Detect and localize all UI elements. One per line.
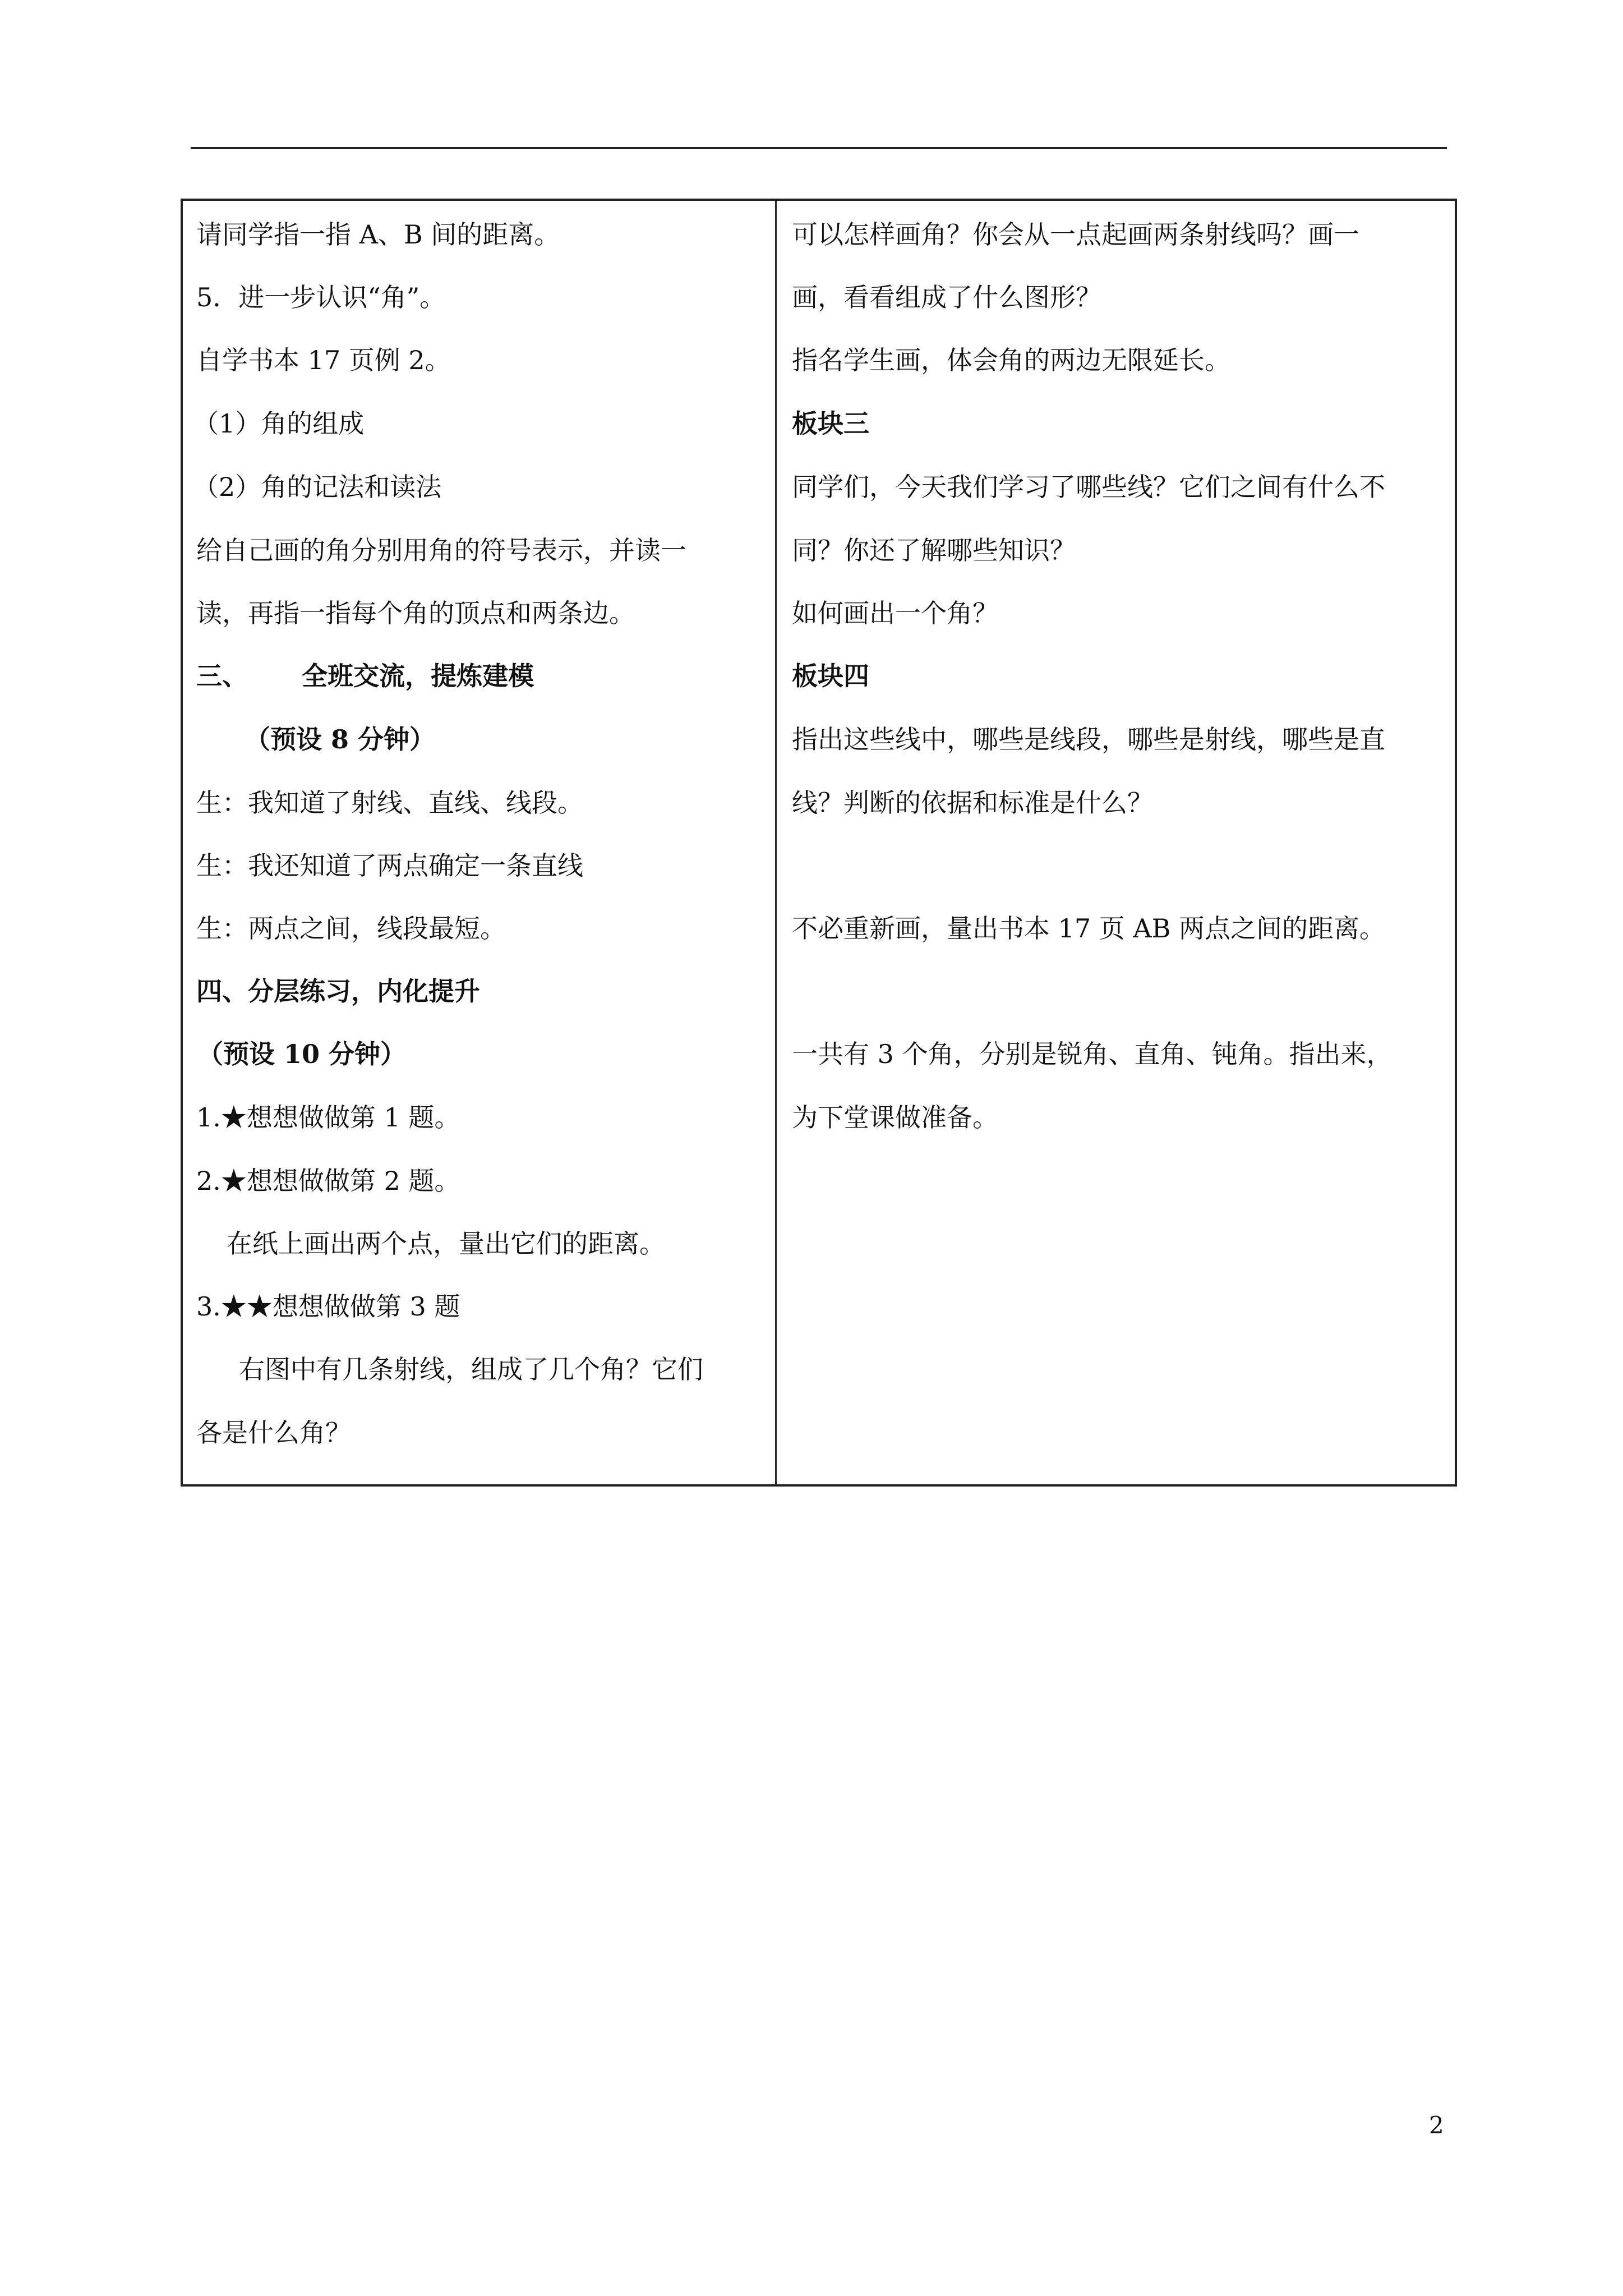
right-line: 如何画出一个角？ (792, 598, 998, 628)
section-heading: 三、 全班交流，提炼建模 (196, 661, 534, 691)
column-divider (775, 201, 777, 1484)
right-line: 指出这些线中，哪些是线段，哪些是射线，哪些是直 (792, 724, 1385, 754)
left-line: 给自己画的角分别用角的符号表示，并读一 (196, 535, 686, 565)
right-line: 画，看看组成了什么图形？ (792, 282, 1101, 312)
right-line: 指名学生画，体会角的两边无限延长。 (792, 345, 1230, 375)
right-line: 同？你还了解哪些知识？ (792, 535, 1076, 565)
header-rule (191, 147, 1447, 149)
left-line: 生：两点之间，线段最短。 (196, 913, 506, 944)
left-line: 生：我还知道了两点确定一条直线 (196, 850, 583, 881)
right-line: 为下堂课做准备。 (792, 1102, 998, 1133)
right-line: 同学们，今天我们学习了哪些线？它们之间有什么不 (792, 472, 1385, 502)
time-preset: （预设 8 分钟） (245, 724, 436, 754)
block-heading: 板块三 (792, 408, 869, 439)
block-heading: 板块四 (792, 661, 869, 691)
left-line: 生：我知道了射线、直线、线段。 (196, 788, 583, 818)
page-number: 2 (1429, 2111, 1444, 2139)
left-line: （2）角的记法和读法 (193, 472, 442, 502)
right-line: 可以怎样画角？你会从一点起画两条射线吗？画一 (792, 219, 1359, 250)
left-line: 自学书本 17 页例 2。 (196, 345, 451, 375)
lesson-table (181, 199, 1457, 1487)
right-line: 线？判断的依据和标准是什么？ (792, 788, 1153, 818)
left-line: 右图中有几条射线，组成了几个角？它们 (239, 1354, 703, 1384)
right-line: 一共有 3 个角，分别是锐角、直角、钝角。指出来， (792, 1039, 1393, 1069)
left-line: 各是什么角？ (196, 1418, 351, 1448)
left-line: 3.★★想想做做第 3 题 (196, 1291, 460, 1322)
left-line: （1）角的组成 (193, 408, 365, 439)
time-preset: （预设 10 分钟） (197, 1039, 407, 1069)
right-line: 不必重新画，量出书本 17 页 AB 两点之间的距离。 (792, 913, 1386, 944)
left-line: 在纸上画出两个点，量出它们的距离。 (227, 1228, 665, 1259)
left-line: 请同学指一指 A、B 间的距离。 (196, 219, 560, 250)
section-heading: 四、分层练习，内化提升 (196, 976, 480, 1006)
left-line: 2.★想想做做第 2 题。 (196, 1166, 460, 1196)
left-line: 读，再指一指每个角的顶点和两条边。 (196, 598, 635, 628)
left-line: 1.★想想做做第 1 题。 (196, 1102, 460, 1133)
left-line: 5．进一步认识“角”。 (196, 282, 446, 312)
